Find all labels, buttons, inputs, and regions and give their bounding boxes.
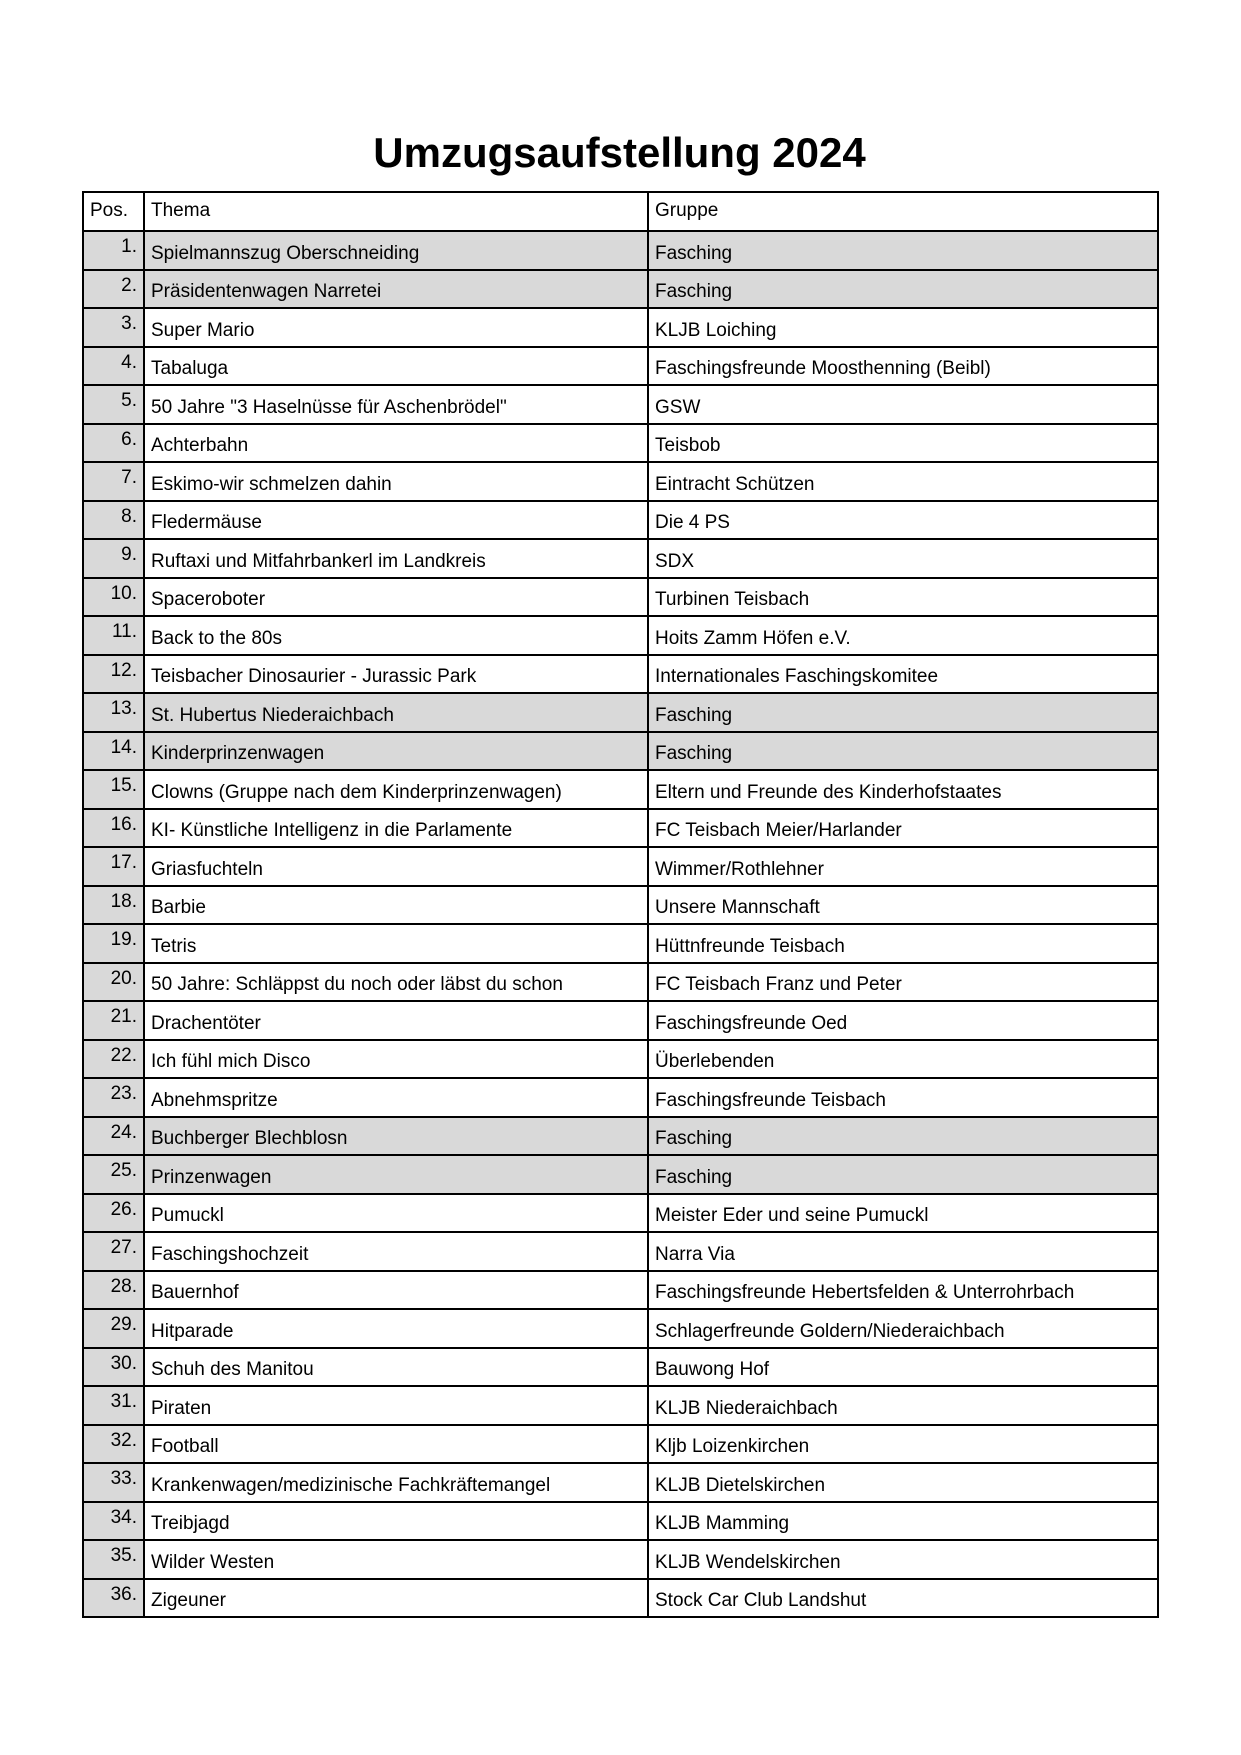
pos-cell: 8. xyxy=(83,501,144,540)
gruppe-cell: Faschingsfreunde Moosthenning (Beibl) xyxy=(648,347,1158,386)
table-row xyxy=(83,732,1158,771)
gruppe-cell: Fasching xyxy=(648,732,1158,771)
gruppe-cell: Kljb Loizenkirchen xyxy=(648,1425,1158,1464)
gruppe-cell: KLJB Wendelskirchen xyxy=(648,1540,1158,1579)
pos-cell: 31. xyxy=(83,1386,144,1425)
thema-cell: Barbie xyxy=(144,886,648,925)
gruppe-cell: Turbinen Teisbach xyxy=(648,578,1158,617)
table-row xyxy=(83,347,1158,386)
table-row xyxy=(83,1001,1158,1040)
thema-cell: Griasfuchteln xyxy=(144,847,648,886)
pos-cell: 26. xyxy=(83,1194,144,1233)
table-row xyxy=(83,770,1158,809)
pos-cell: 32. xyxy=(83,1425,144,1464)
thema-cell: Spielmannszug Oberschneiding xyxy=(144,231,648,270)
gruppe-cell: Faschingsfreunde Oed xyxy=(648,1001,1158,1040)
pos-cell: 19. xyxy=(83,924,144,963)
table-row xyxy=(83,539,1158,578)
gruppe-cell: Bauwong Hof xyxy=(648,1348,1158,1387)
gruppe-cell: Die 4 PS xyxy=(648,501,1158,540)
thema-cell: Abnehmspritze xyxy=(144,1078,648,1117)
table-row xyxy=(83,616,1158,655)
pos-cell: 27. xyxy=(83,1232,144,1271)
thema-cell: Tabaluga xyxy=(144,347,648,386)
pos-cell: 33. xyxy=(83,1463,144,1502)
gruppe-cell: Fasching xyxy=(648,270,1158,309)
gruppe-cell: Unsere Mannschaft xyxy=(648,886,1158,925)
pos-cell: 17. xyxy=(83,847,144,886)
thema-cell: Spaceroboter xyxy=(144,578,648,617)
gruppe-cell: KLJB Dietelskirchen xyxy=(648,1463,1158,1502)
pos-cell: 16. xyxy=(83,809,144,848)
thema-cell: Krankenwagen/medizinische Fachkräftemangel xyxy=(144,1463,648,1502)
gruppe-cell: Fasching xyxy=(648,1155,1158,1194)
gruppe-cell: Überlebenden xyxy=(648,1040,1158,1079)
table-row xyxy=(83,501,1158,540)
thema-cell: Super Mario xyxy=(144,308,648,347)
pos-cell: 15. xyxy=(83,770,144,809)
table-header-row xyxy=(83,192,1158,231)
gruppe-cell: Wimmer/Rothlehner xyxy=(648,847,1158,886)
pos-cell: 14. xyxy=(83,732,144,771)
table-row xyxy=(83,924,1158,963)
thema-cell: Präsidentenwagen Narretei xyxy=(144,270,648,309)
table-row xyxy=(83,1117,1158,1156)
gruppe-cell: KLJB Niederaichbach xyxy=(648,1386,1158,1425)
thema-cell: Piraten xyxy=(144,1386,648,1425)
thema-cell: Back to the 80s xyxy=(144,616,648,655)
table-row xyxy=(83,1309,1158,1348)
thema-cell: Buchberger Blechblosn xyxy=(144,1117,648,1156)
thema-cell: Football xyxy=(144,1425,648,1464)
gruppe-cell: Fasching xyxy=(648,1117,1158,1156)
thema-cell: KI- Künstliche Intelligenz in die Parlamente xyxy=(144,809,648,848)
table-row xyxy=(83,1040,1158,1079)
gruppe-cell: Internationales Faschingskomitee xyxy=(648,655,1158,694)
gruppe-cell: KLJB Loiching xyxy=(648,308,1158,347)
thema-cell: Faschingshochzeit xyxy=(144,1232,648,1271)
thema-cell: Bauernhof xyxy=(144,1271,648,1310)
pos-cell: 34. xyxy=(83,1502,144,1541)
table-row xyxy=(83,886,1158,925)
pos-cell: 1. xyxy=(83,231,144,270)
pos-cell: 12. xyxy=(83,655,144,694)
table-row xyxy=(83,1232,1158,1271)
pos-cell: 21. xyxy=(83,1001,144,1040)
pos-cell: 28. xyxy=(83,1271,144,1310)
page-title: Umzugsaufstellung 2024 xyxy=(373,129,866,176)
table-row xyxy=(83,693,1158,732)
pos-cell: 35. xyxy=(83,1540,144,1579)
pos-cell: 13. xyxy=(83,693,144,732)
thema-cell: Treibjagd xyxy=(144,1502,648,1541)
pos-cell: 30. xyxy=(83,1348,144,1387)
gruppe-cell: GSW xyxy=(648,385,1158,424)
table-row xyxy=(83,1540,1158,1579)
gruppe-cell: Schlagerfreunde Goldern/Niederaichbach xyxy=(648,1309,1158,1348)
table-row xyxy=(83,809,1158,848)
thema-cell: Achterbahn xyxy=(144,424,648,463)
pos-cell: 6. xyxy=(83,424,144,463)
col-header-gruppe: Gruppe xyxy=(648,192,1158,231)
gruppe-cell: Eintracht Schützen xyxy=(648,462,1158,501)
thema-cell: Pumuckl xyxy=(144,1194,648,1233)
thema-cell: Tetris xyxy=(144,924,648,963)
table-body xyxy=(83,231,1158,1617)
gruppe-cell: Stock Car Club Landshut xyxy=(648,1579,1158,1618)
table-row xyxy=(83,1155,1158,1194)
gruppe-cell: Faschingsfreunde Hebertsfelden & Unterrohrbach xyxy=(648,1271,1158,1310)
gruppe-cell: Faschingsfreunde Teisbach xyxy=(648,1078,1158,1117)
gruppe-cell: FC Teisbach Meier/Harlander xyxy=(648,809,1158,848)
thema-cell: Clowns (Gruppe nach dem Kinderprinzenwagen) xyxy=(144,770,648,809)
table-row xyxy=(83,1425,1158,1464)
pos-cell: 24. xyxy=(83,1117,144,1156)
col-header-pos: Pos. xyxy=(83,192,144,231)
thema-cell: Teisbacher Dinosaurier - Jurassic Park xyxy=(144,655,648,694)
thema-cell: Drachentöter xyxy=(144,1001,648,1040)
pos-cell: 11. xyxy=(83,616,144,655)
table-row xyxy=(83,1078,1158,1117)
thema-cell: St. Hubertus Niederaichbach xyxy=(144,693,648,732)
gruppe-cell: Eltern und Freunde des Kinderhofstaates xyxy=(648,770,1158,809)
thema-cell: 50 Jahre: Schläppst du noch oder läbst du schon xyxy=(144,963,648,1002)
pos-cell: 4. xyxy=(83,347,144,386)
table-row xyxy=(83,1502,1158,1541)
pos-cell: 20. xyxy=(83,963,144,1002)
thema-cell: Ich fühl mich Disco xyxy=(144,1040,648,1079)
pos-cell: 9. xyxy=(83,539,144,578)
pos-cell: 23. xyxy=(83,1078,144,1117)
table-row xyxy=(83,1463,1158,1502)
table-row xyxy=(83,424,1158,463)
table-row xyxy=(83,1194,1158,1233)
thema-cell: Wilder Westen xyxy=(144,1540,648,1579)
pos-cell: 10. xyxy=(83,578,144,617)
pos-cell: 22. xyxy=(83,1040,144,1079)
gruppe-cell: Hüttnfreunde Teisbach xyxy=(648,924,1158,963)
gruppe-cell: Narra Via xyxy=(648,1232,1158,1271)
table-row xyxy=(83,578,1158,617)
gruppe-cell: Meister Eder und seine Pumuckl xyxy=(648,1194,1158,1233)
gruppe-cell: Fasching xyxy=(648,693,1158,732)
thema-cell: Zigeuner xyxy=(144,1579,648,1618)
thema-cell: 50 Jahre "3 Haselnüsse für Aschenbrödel" xyxy=(144,385,648,424)
thema-cell: Hitparade xyxy=(144,1309,648,1348)
pos-cell: 18. xyxy=(83,886,144,925)
thema-cell: Fledermäuse xyxy=(144,501,648,540)
pos-cell: 29. xyxy=(83,1309,144,1348)
pos-cell: 7. xyxy=(83,462,144,501)
gruppe-cell: Teisbob xyxy=(648,424,1158,463)
thema-cell: Eskimo-wir schmelzen dahin xyxy=(144,462,648,501)
thema-cell: Prinzenwagen xyxy=(144,1155,648,1194)
pos-cell: 3. xyxy=(83,308,144,347)
gruppe-cell: SDX xyxy=(648,539,1158,578)
col-header-thema: Thema xyxy=(144,192,648,231)
table-row xyxy=(83,655,1158,694)
gruppe-cell: Hoits Zamm Höfen e.V. xyxy=(648,616,1158,655)
pos-cell: 25. xyxy=(83,1155,144,1194)
table-row xyxy=(83,1579,1158,1618)
gruppe-cell: KLJB Mamming xyxy=(648,1502,1158,1541)
table-row xyxy=(83,1271,1158,1310)
table-row xyxy=(83,1348,1158,1387)
table-row xyxy=(83,231,1158,270)
table-row xyxy=(83,1386,1158,1425)
lineup-table xyxy=(82,191,1159,1618)
table-row xyxy=(83,385,1158,424)
table-row xyxy=(83,847,1158,886)
table-row xyxy=(83,462,1158,501)
pos-cell: 2. xyxy=(83,270,144,309)
pos-cell: 36. xyxy=(83,1579,144,1618)
pos-cell: 5. xyxy=(83,385,144,424)
gruppe-cell: FC Teisbach Franz und Peter xyxy=(648,963,1158,1002)
table-row xyxy=(83,963,1158,1002)
table-row xyxy=(83,270,1158,309)
table-row xyxy=(83,308,1158,347)
thema-cell: Schuh des Manitou xyxy=(144,1348,648,1387)
gruppe-cell: Fasching xyxy=(648,231,1158,270)
thema-cell: Kinderprinzenwagen xyxy=(144,732,648,771)
thema-cell: Ruftaxi und Mitfahrbankerl im Landkreis xyxy=(144,539,648,578)
